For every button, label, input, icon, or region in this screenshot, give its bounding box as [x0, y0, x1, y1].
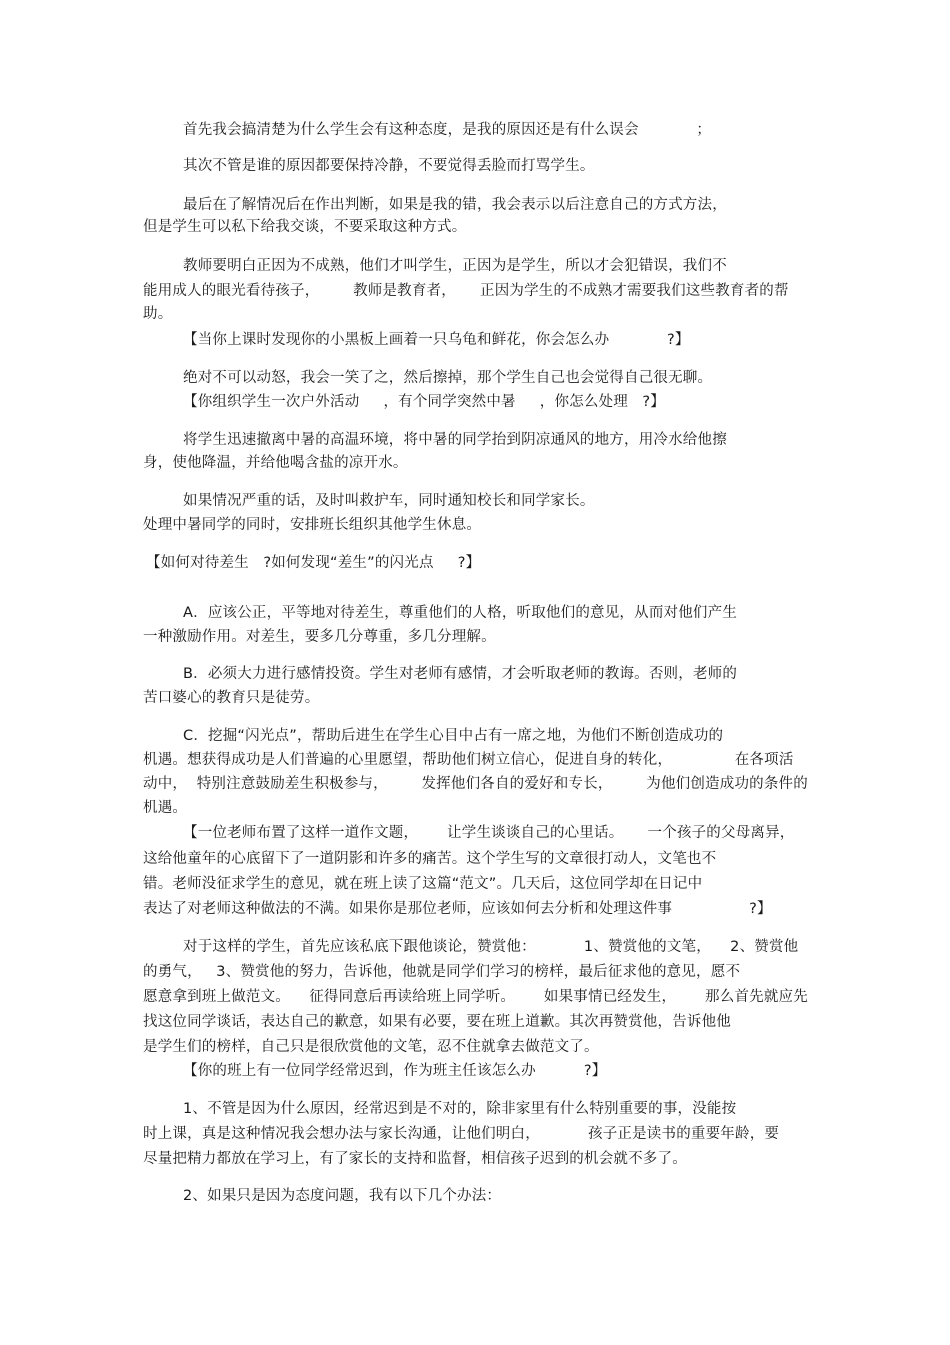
text-line: 身，使他降温，并给他喝含盐的凉开水。: [143, 455, 408, 471]
text-line: 动中， 特别注意鼓励差生积极参与， 发挥他们各自的爱好和专长， 为他们创造成功的条件的: [143, 776, 808, 792]
text-line: 的勇气， 3、赞赏他的努力，告诉他，他就是同学们学习的榜样，最后征求他的意见，愿不: [143, 964, 741, 980]
text-line: 表达了对老师这种做法的不满。如果你是那位老师，应该如何去分析和处理这件事 ?】: [143, 901, 772, 917]
text-line: 愿意拿到班上做范文。 征得同意后再读给班上同学听。 如果事情已经发生， 那么首先就应先: [143, 989, 808, 1005]
text-line: 2、如果只是因为态度问题，我有以下几个办法：: [183, 1188, 502, 1204]
text-line: C．挖掘“闪光点”，帮助后进生在学生心目中占有一席之地，为他们不断创造成功的: [183, 728, 724, 744]
text-line: 尽量把精力都放在学习上，有了家长的支持和监督，相信孩子迟到的机会就不多了。: [143, 1151, 687, 1167]
section-heading: 【你组织学生一次户外活动 ，有个同学突然中暑 ，你怎么处理 ?】: [183, 394, 666, 410]
text-line: A．应该公正，平等地对待差生，尊重他们的人格，听取他们的意见，从而对他们产生: [183, 605, 738, 621]
section-heading: 【你的班上有一位同学经常迟到，作为班主任该怎么办 ?】: [183, 1063, 607, 1079]
text-line: 机遇。: [143, 800, 188, 816]
text-line: B．必须大力进行感情投资。学生对老师有感情，才会听取老师的教诲。否则，老师的: [183, 666, 738, 682]
text-line: 对于这样的学生，首先应该私底下跟他谈论，赞赏他： 1、赞赏他的文笔， 2、赞赏他: [183, 939, 799, 955]
text-line: 机遇。想获得成功是人们普遍的心里愿望，帮助他们树立信心，促进自身的转化， 在各项活: [143, 752, 794, 768]
text-line: 助。: [143, 306, 173, 322]
text-line: 一种激励作用。对差生，要多几分尊重，多几分理解。: [143, 629, 496, 645]
text-line: 教师要明白正因为不成熟，他们才叫学生，正因为是学生，所以才会犯错误，我们不: [183, 258, 727, 274]
section-heading: 【如何对待差生 ?如何发现“差生”的闪光点 ?】: [146, 555, 481, 571]
section-heading: 【一位老师布置了这样一道作文题， 让学生谈谈自己的心里话。 一个孩子的父母离异，: [183, 825, 795, 841]
text-line: 如果情况严重的话，及时叫救护车，同时通知校长和同学家长。: [183, 493, 595, 509]
text-line: 找这位同学谈话，表达自己的歉意，如果有必要，要在班上道歉。其次再赞赏他，告诉他他: [143, 1014, 731, 1030]
text-line: 首先我会搞清楚为什么学生会有这种态度，是我的原因还是有什么误会 ；: [183, 122, 712, 138]
text-line: 其次不管是谁的原因都要保持冷静，不要觉得丢脸而打骂学生。: [183, 158, 595, 174]
text-line: 但是学生可以私下给我交谈，不要采取这种方式。: [143, 219, 467, 235]
text-line: 将学生迅速撤离中暑的高温环境，将中暑的同学抬到阴凉通风的地方，用冷水给他擦: [183, 432, 727, 448]
text-line: 这给他童年的心底留下了一道阴影和许多的痛苦。这个学生写的文章很打动人，文笔也不: [143, 851, 717, 867]
text-line: 时上课，真是这种情况我会想办法与家长沟通，让他们明白， 孩子正是读书的重要年龄，要: [143, 1126, 780, 1142]
text-line: 苦口婆心的教育只是徒劳。: [143, 690, 320, 706]
text-line: 能用成人的眼光看待孩子， 教师是教育者， 正因为学生的不成熟才需要我们这些教育者的帮: [143, 283, 789, 299]
text-line: 是学生们的榜样，自己只是很欣赏他的文笔，忍不住就拿去做范文了。: [143, 1039, 599, 1055]
section-heading: 【当你上课时发现你的小黑板上画着一只乌龟和鲜花，你会怎么办 ?】: [183, 332, 690, 348]
text-line: 错。老师没征求学生的意见，就在班上读了这篇“范文”。几天后，这位同学却在日记中: [143, 876, 703, 892]
text-line: 处理中暑同学的同时，安排班长组织其他学生休息。: [143, 517, 482, 533]
text-line: 1、不管是因为什么原因，经常迟到是不对的，除非家里有什么特别重要的事，没能按: [183, 1101, 737, 1117]
text-line: 最后在了解情况后在作出判断，如果是我的错，我会表示以后注意自己的方式方法，: [183, 197, 727, 213]
text-line: 绝对不可以动怒，我会一笑了之，然后擦掉，那个学生自己也会觉得自己很无聊。: [183, 370, 713, 386]
